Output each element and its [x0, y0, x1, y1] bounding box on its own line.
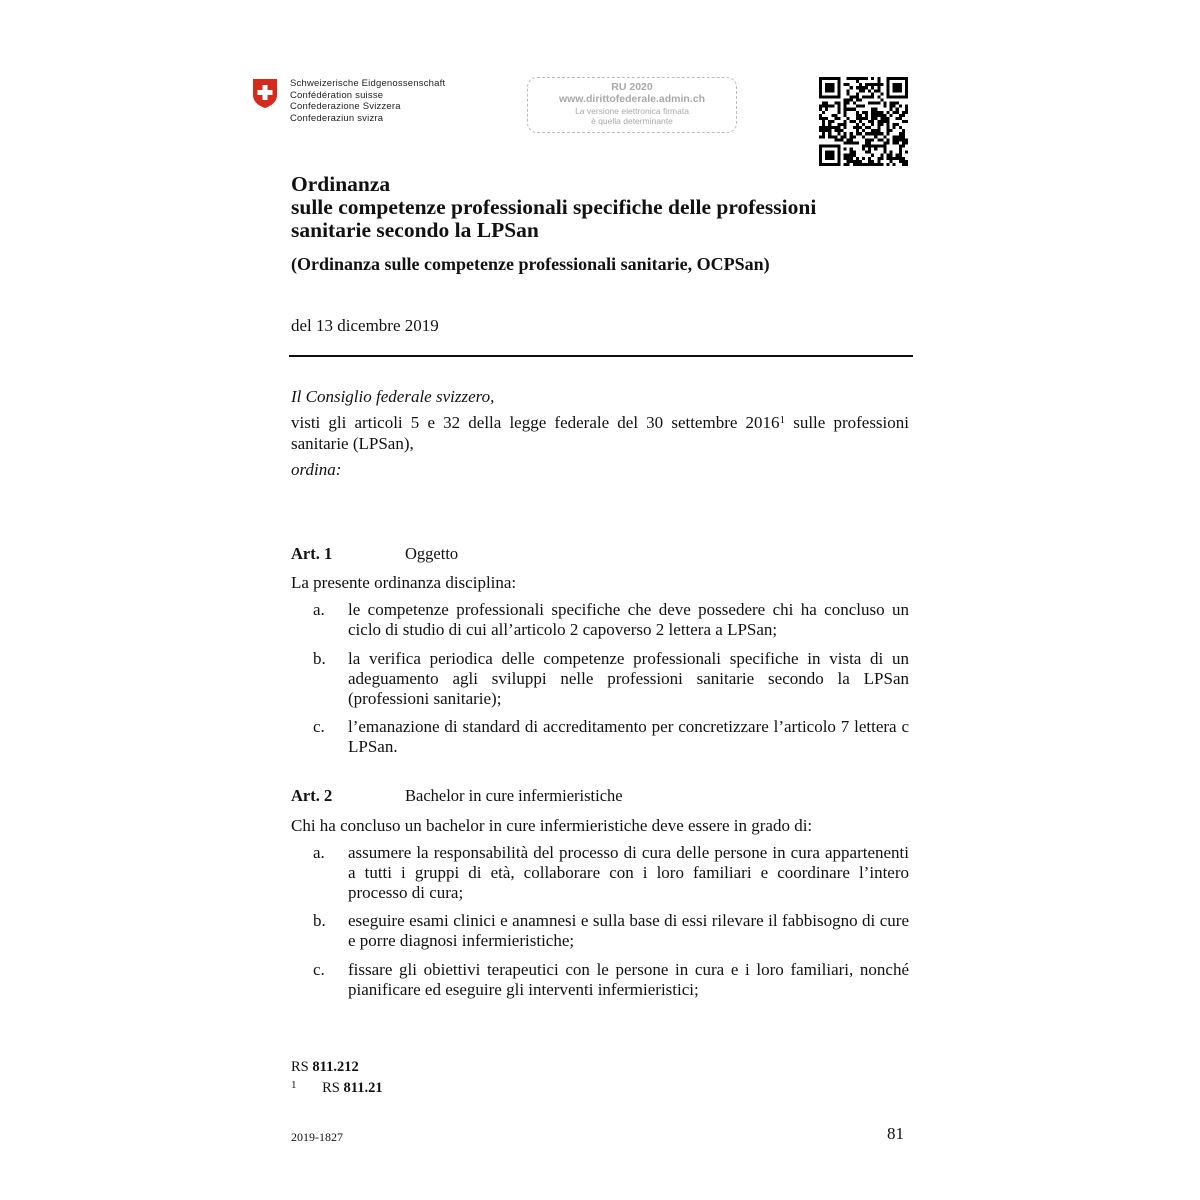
article-1-number: Art. 1: [291, 544, 333, 563]
footnote-ref-1[interactable]: 1: [779, 414, 786, 426]
preamble-basis-text: visti gli articoli 5 e 32 della legge federale del 30 settembre 2016: [291, 413, 780, 432]
item-letter: b.: [313, 911, 326, 930]
item-text: l’emanazione di standard di accreditamento per concretizzare l’articolo 7 lettera c LPSan.: [348, 717, 909, 756]
stamp-note-2: è quella determinante: [591, 116, 673, 126]
preamble-legal-basis: [291, 412, 909, 454]
stamp-collection: RU 2020: [611, 81, 653, 93]
short-title: (Ordinanza sulle competenze professionali sanitarie, OCPSan): [291, 254, 770, 274]
preamble-council: Il Consiglio federale svizzero,: [291, 387, 495, 406]
document-date: del 13 dicembre 2019: [291, 316, 439, 335]
footnote-label: RS: [322, 1080, 340, 1096]
item-letter: c.: [313, 960, 325, 979]
swiss-coat-of-arms-icon: [252, 78, 278, 109]
item-text: assumere la responsabilità del processo di cura delle persone in cura appartenenti a tutti i gruppi di età, collaborare con i loro familiari e coordinare l’intero processo di cura;: [348, 843, 909, 902]
confederation-name-fr: Confédération suisse: [290, 89, 384, 101]
confederation-name-it: Confederazione Svizzera: [290, 101, 401, 112]
item-letter: a.: [313, 600, 325, 619]
qr-code-icon: [819, 77, 908, 166]
preamble-orders: ordina:: [291, 460, 342, 479]
title-line-1: Ordinanza: [291, 172, 391, 196]
footnote-rs-number: 811.21: [343, 1080, 383, 1096]
article-2-item-a: [291, 843, 909, 905]
confederation-names: [290, 78, 445, 124]
official-publication-stamp: [527, 77, 737, 133]
article-2-intro: Chi ha concluso un bachelor in cure infermieristiche deve essere in grado di:: [291, 816, 813, 835]
article-1-item-a: [291, 600, 909, 642]
article-1-title: Oggetto: [405, 544, 459, 563]
article-1-intro: La presente ordinanza disciplina:: [291, 573, 517, 592]
footnote-1: [291, 1080, 383, 1097]
preamble-basis-text-2: sulle professioni sanitarie (LPSan),: [291, 413, 909, 453]
item-letter: b.: [313, 649, 326, 668]
article-2-item-c: [291, 960, 909, 1002]
item-letter: c.: [313, 717, 325, 736]
systematic-collection-number: [291, 1059, 359, 1076]
page-number: 81: [887, 1124, 904, 1143]
confederation-name-de: Schweizerische Eidgenossenschaft: [290, 78, 446, 89]
article-2-title: Bachelor in cure infermieristiche: [405, 786, 623, 805]
title-divider: [289, 355, 913, 357]
rs-label: RS: [291, 1059, 309, 1075]
document-number: 2019-1827: [291, 1130, 343, 1144]
rs-number: 811.212: [312, 1059, 359, 1075]
title-line-2: sulle competenze professionali specifiche delle professioni: [291, 195, 817, 219]
confederation-name-rm: Confederaziun svizra: [290, 112, 384, 124]
article-1-item-b: [291, 649, 909, 711]
stamp-website: www.dirittofederale.admin.ch: [558, 93, 706, 105]
item-text: eseguire esami clinici e anamnesi e sulla base di essi rilevare il fabbisogno di cure e porre diagnosi infermieristiche;: [348, 911, 909, 950]
item-text: le competenze professionali specifiche che deve possedere chi ha concluso un ciclo di studio di cui all’articolo 2 capoverso 2 lettera a LPSan;: [348, 600, 909, 639]
article-1-item-c: [291, 717, 909, 759]
item-letter: a.: [313, 843, 325, 862]
article-2-item-b: [291, 911, 909, 953]
title-line-3: sanitarie secondo la LPSan: [291, 218, 539, 242]
item-text: fissare gli obiettivi terapeutici con le persone in cura e i loro familiari, nonché pianificare ed eseguire gli interventi infermieristici;: [348, 960, 909, 999]
stamp-note-1: La versione elettronica firmata: [575, 106, 689, 116]
footnote-number: 1: [291, 1079, 297, 1091]
item-text: la verifica periodica delle competenze professionali specifiche in vista di un adeguamento agli sviluppi nelle professioni sanitarie secondo la LPSan (professioni sanitarie);: [348, 649, 909, 708]
article-2-number: Art. 2: [291, 786, 333, 805]
document-title: [291, 173, 931, 242]
